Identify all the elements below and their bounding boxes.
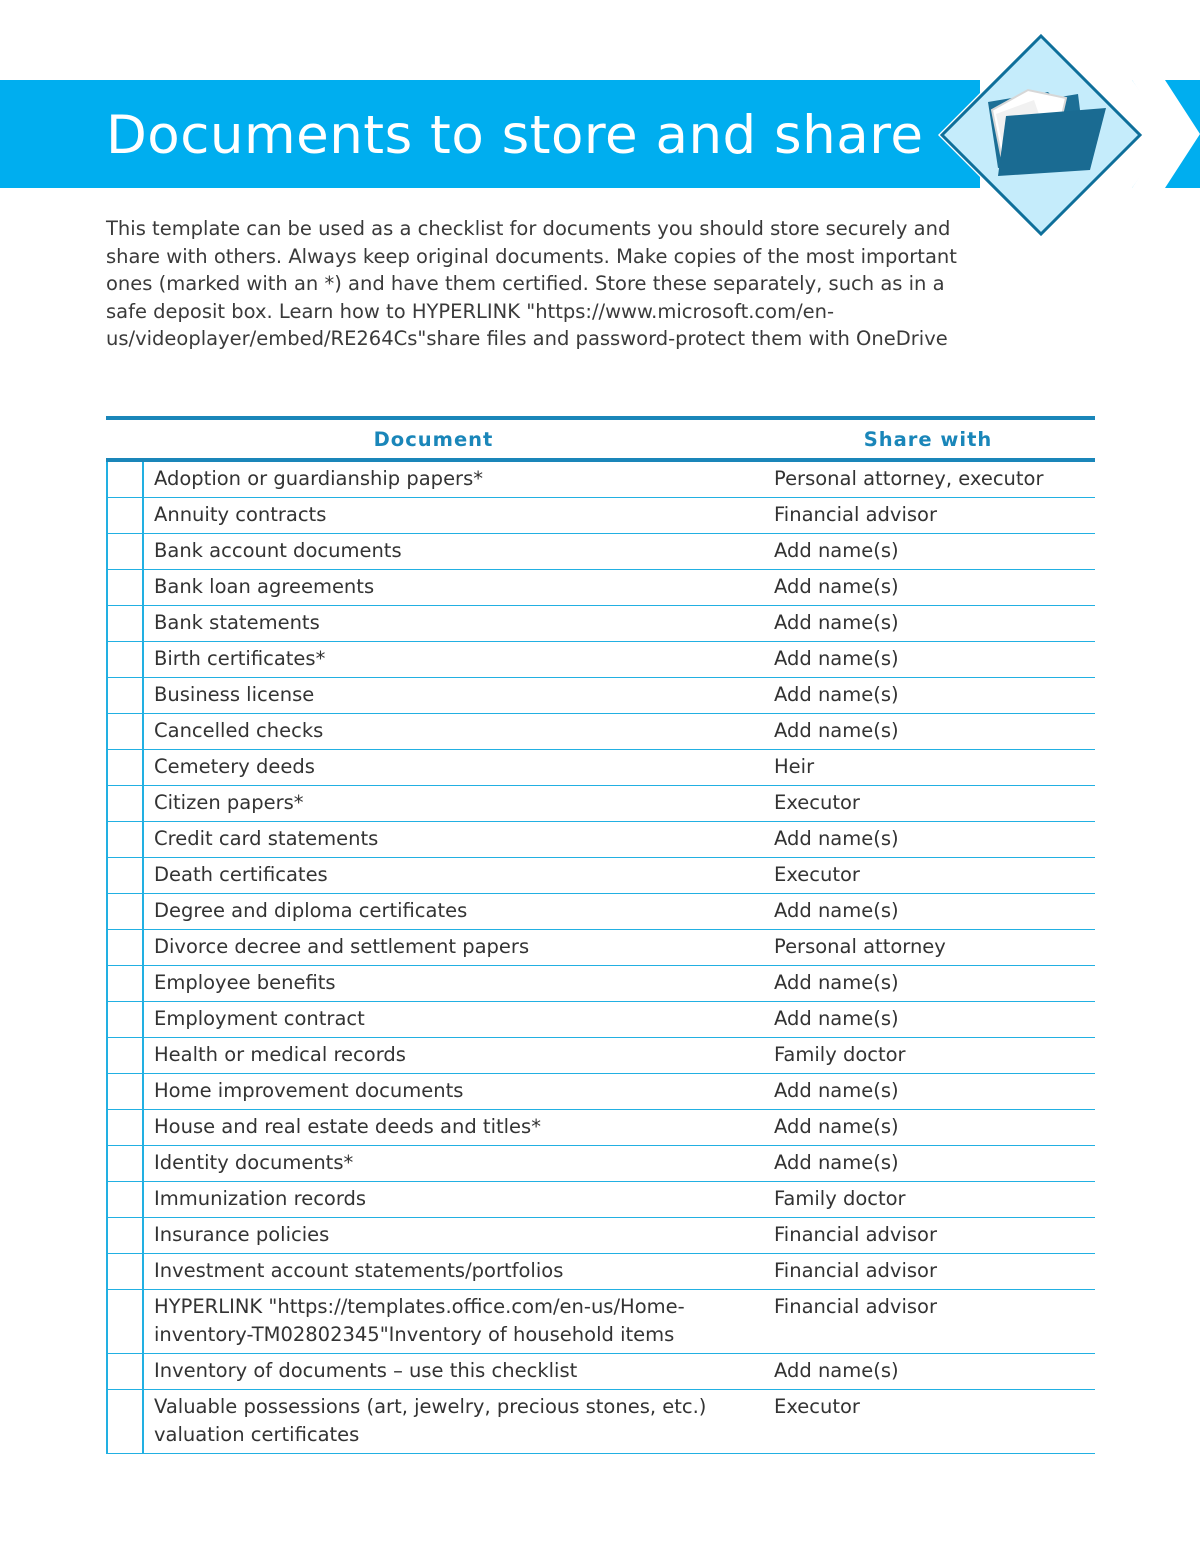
row-checkbox[interactable]	[107, 1290, 143, 1354]
share-with-cell: Add name(s)	[768, 894, 1095, 930]
row-checkbox[interactable]	[107, 930, 143, 966]
document-cell: Valuable possessions (art, jewelry, precious stones, etc.) valuation certificates	[143, 1390, 768, 1454]
share-with-cell: Add name(s)	[768, 1110, 1095, 1146]
table-header	[106, 420, 1095, 458]
document-cell: Credit card statements	[143, 822, 768, 858]
table-row	[107, 1038, 1095, 1074]
table-row	[107, 1218, 1095, 1254]
share-with-cell: Family doctor	[768, 1038, 1095, 1074]
table-row	[107, 858, 1095, 894]
table-row	[107, 1002, 1095, 1038]
share-with-cell: Add name(s)	[768, 1354, 1095, 1390]
table-row	[107, 534, 1095, 570]
table-row	[107, 750, 1095, 786]
document-cell: Bank loan agreements	[143, 570, 768, 606]
row-checkbox[interactable]	[107, 894, 143, 930]
row-checkbox[interactable]	[107, 858, 143, 894]
share-with-cell: Add name(s)	[768, 606, 1095, 642]
document-cell: Cancelled checks	[143, 714, 768, 750]
table-row	[107, 462, 1095, 498]
document-cell: Identity documents*	[143, 1146, 768, 1182]
table-row	[107, 1254, 1095, 1290]
row-checkbox[interactable]	[107, 1390, 143, 1454]
document-cell: Employment contract	[143, 1002, 768, 1038]
document-cell: Employee benefits	[143, 966, 768, 1002]
table-row	[107, 714, 1095, 750]
share-with-cell: Financial advisor	[768, 498, 1095, 534]
row-checkbox[interactable]	[107, 1146, 143, 1182]
share-with-cell: Financial advisor	[768, 1218, 1095, 1254]
row-checkbox[interactable]	[107, 570, 143, 606]
document-cell: Adoption or guardianship papers*	[143, 462, 768, 498]
document-cell: Bank account documents	[143, 534, 768, 570]
share-with-cell: Heir	[768, 750, 1095, 786]
table-row	[107, 678, 1095, 714]
table-row	[107, 1290, 1095, 1354]
share-with-cell: Add name(s)	[768, 822, 1095, 858]
document-cell: HYPERLINK "https://templates.office.com/en-us/Home-inventory-TM02802345"Inventory of household items	[143, 1290, 768, 1354]
checklist-table	[106, 416, 1095, 1454]
share-with-cell: Personal attorney, executor	[768, 462, 1095, 498]
row-checkbox[interactable]	[107, 1354, 143, 1390]
document-cell: Annuity contracts	[143, 498, 768, 534]
document-cell: Inventory of documents – use this checklist	[143, 1354, 768, 1390]
document-cell: Investment account statements/portfolios	[143, 1254, 768, 1290]
document-cell: Death certificates	[143, 858, 768, 894]
table-row	[107, 1110, 1095, 1146]
share-with-cell: Financial advisor	[768, 1290, 1095, 1354]
document-cell: Bank statements	[143, 606, 768, 642]
row-checkbox[interactable]	[107, 1074, 143, 1110]
table-row	[107, 930, 1095, 966]
row-checkbox[interactable]	[107, 786, 143, 822]
share-with-cell: Add name(s)	[768, 1146, 1095, 1182]
share-with-cell: Financial advisor	[768, 1254, 1095, 1290]
row-checkbox[interactable]	[107, 606, 143, 642]
document-cell: Home improvement documents	[143, 1074, 768, 1110]
row-checkbox[interactable]	[107, 714, 143, 750]
table-row	[107, 1074, 1095, 1110]
share-with-cell: Add name(s)	[768, 1002, 1095, 1038]
row-checkbox[interactable]	[107, 822, 143, 858]
row-checkbox[interactable]	[107, 678, 143, 714]
column-header-document: Document	[373, 427, 494, 451]
row-checkbox[interactable]	[107, 750, 143, 786]
table-row	[107, 894, 1095, 930]
document-cell: Health or medical records	[143, 1038, 768, 1074]
checklist-body	[106, 462, 1095, 1454]
row-checkbox[interactable]	[107, 1002, 143, 1038]
document-cell: Citizen papers*	[143, 786, 768, 822]
document-cell: Insurance policies	[143, 1218, 768, 1254]
row-checkbox[interactable]	[107, 1218, 143, 1254]
column-header-share-with: Share with	[863, 427, 993, 451]
row-checkbox[interactable]	[107, 1110, 143, 1146]
table-row	[107, 1390, 1095, 1454]
intro-text: This template can be used as a checklist for documents you should store securely and share with others. Always keep original documents. Make copies of the most important ones (marked with an *) and have them certified. Store these separately, such as in a safe deposit box. Learn how to HYPERLINK "https://www.microsoft.com/en-us/videoplayer/embed/RE264Cs"share files and password-protect them with OneDrive	[106, 217, 957, 351]
document-cell: House and real estate deeds and titles*	[143, 1110, 768, 1146]
document-cell: Divorce decree and settlement papers	[143, 930, 768, 966]
table-row	[107, 1354, 1095, 1390]
document-cell: Birth certificates*	[143, 642, 768, 678]
share-with-cell: Executor	[768, 858, 1095, 894]
row-checkbox[interactable]	[107, 534, 143, 570]
table-row	[107, 642, 1095, 678]
document-cell: Degree and diploma certificates	[143, 894, 768, 930]
share-with-cell: Add name(s)	[768, 966, 1095, 1002]
row-checkbox[interactable]	[107, 498, 143, 534]
table-row	[107, 498, 1095, 534]
table-row	[107, 966, 1095, 1002]
document-cell: Immunization records	[143, 1182, 768, 1218]
share-with-cell: Personal attorney	[768, 930, 1095, 966]
share-with-cell: Add name(s)	[768, 678, 1095, 714]
row-checkbox[interactable]	[107, 1038, 143, 1074]
share-with-cell: Add name(s)	[768, 642, 1095, 678]
share-with-cell: Add name(s)	[768, 1074, 1095, 1110]
table-row	[107, 1146, 1095, 1182]
row-checkbox[interactable]	[107, 966, 143, 1002]
share-with-cell: Add name(s)	[768, 534, 1095, 570]
row-checkbox[interactable]	[107, 642, 143, 678]
share-with-cell: Executor	[768, 1390, 1095, 1454]
share-with-cell: Add name(s)	[768, 714, 1095, 750]
table-row	[107, 822, 1095, 858]
row-checkbox[interactable]	[107, 1254, 143, 1290]
share-with-cell: Add name(s)	[768, 570, 1095, 606]
document-cell: Cemetery deeds	[143, 750, 768, 786]
share-with-cell: Family doctor	[768, 1182, 1095, 1218]
share-with-cell: Executor	[768, 786, 1095, 822]
row-checkbox[interactable]	[107, 462, 143, 498]
table-row	[107, 1182, 1095, 1218]
row-checkbox[interactable]	[107, 1182, 143, 1218]
document-cell: Business license	[143, 678, 768, 714]
folder-icon	[936, 28, 1150, 242]
table-row	[107, 606, 1095, 642]
table-row	[107, 570, 1095, 606]
page-title: Documents to store and share	[106, 105, 924, 166]
table-row	[107, 786, 1095, 822]
